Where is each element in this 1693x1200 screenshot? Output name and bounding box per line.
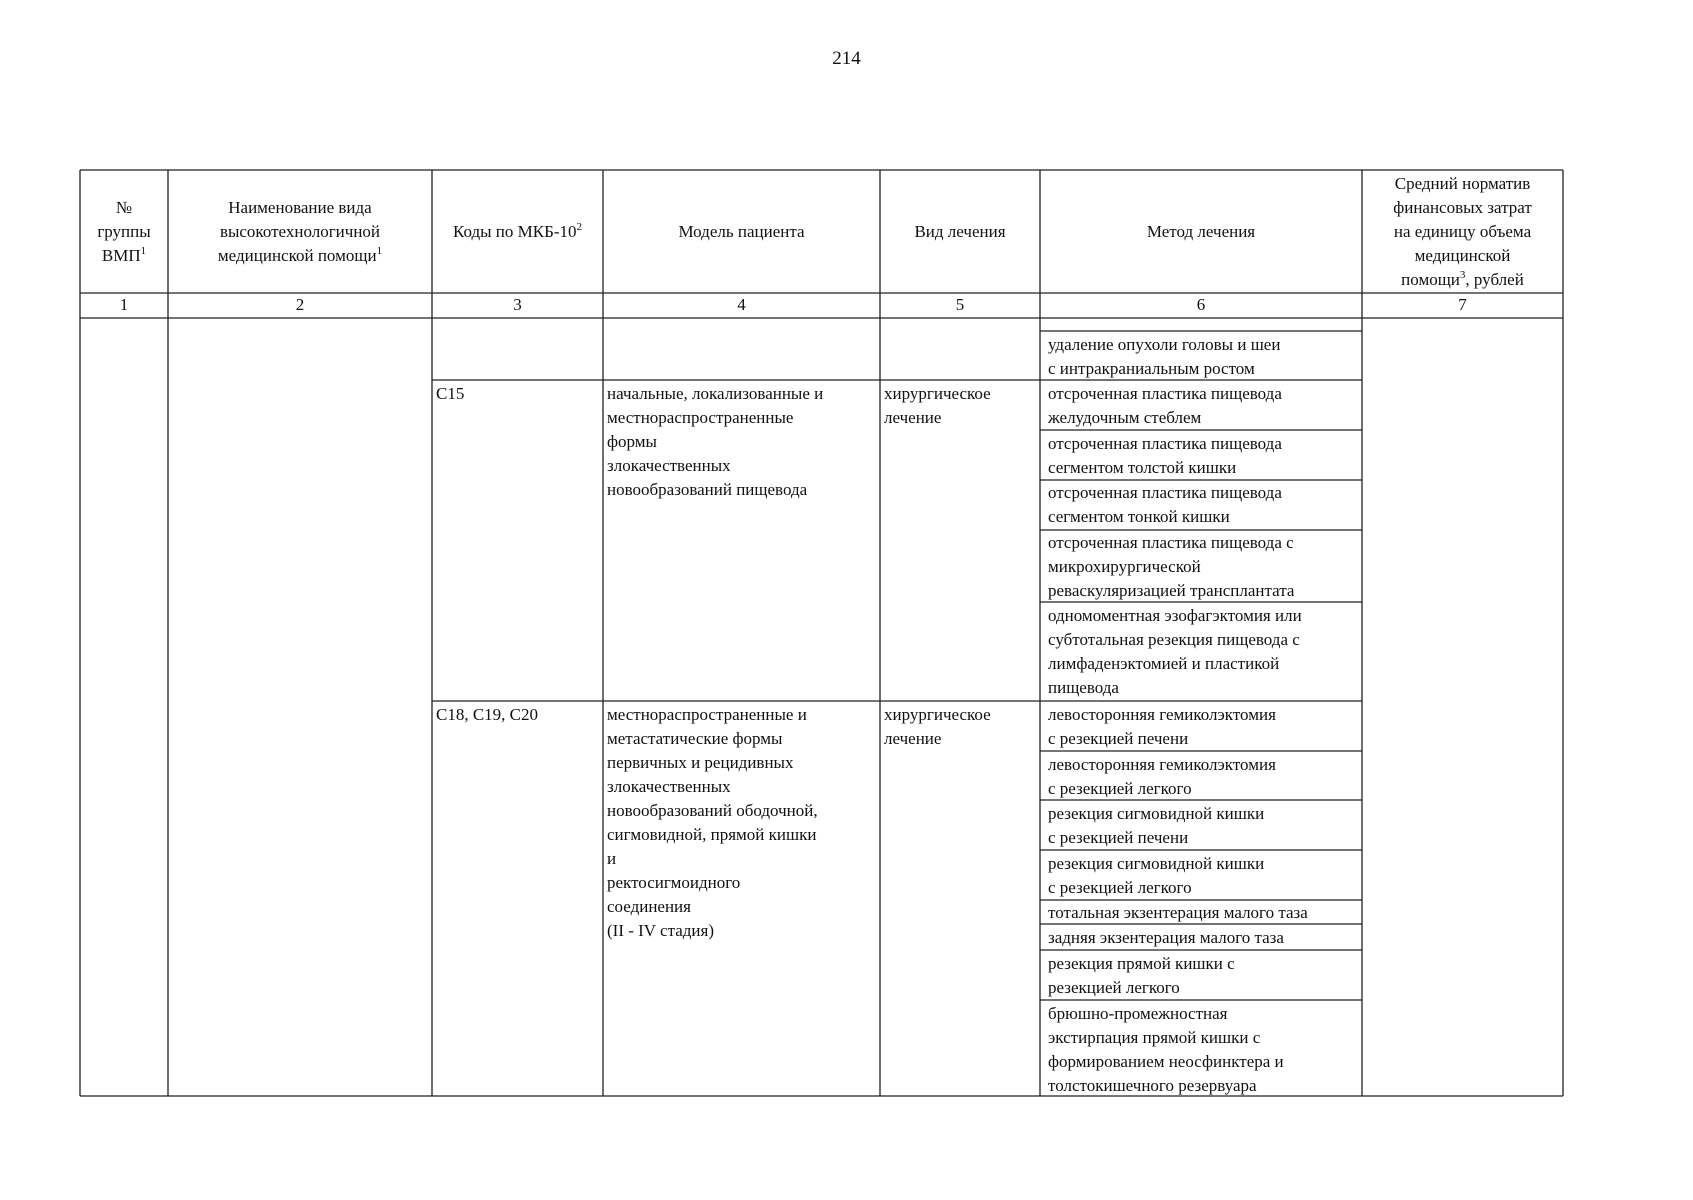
treatment-type-cell: хирургическое лечение [884, 705, 991, 748]
column-number-3: 3 [513, 295, 522, 314]
header-patient-model: Модель пациента [678, 221, 805, 241]
treatment-type-cell: хирургическое лечение [884, 384, 991, 427]
column-number-7: 7 [1458, 295, 1467, 314]
method-cell: отсроченная пластика пищевода сегментом тонкой кишки [1048, 483, 1282, 526]
patient-model-cell: местнораспространенные и метастатические формы первичных и рецидивных злокачественных новообразований ободочной, сигмовидной, прямой кишки и ректосигмоидного соединения (II - IV стадия) [607, 705, 818, 940]
header-cost-standard: Средний норматив финансовых затрат на единицу объема медицинской помощи$^3$, рублей [1393, 173, 1532, 289]
header-treatment-method: Метод лечения [1146, 221, 1256, 241]
page-number: 214 [832, 48, 861, 69]
header-group-number: № группы ВМП$^1$ [97, 197, 151, 265]
column-number-1: 1 [119, 295, 129, 314]
patient-model-cell: начальные, локализованные и местнораспространенные формы злокачественных новообразований пищевода [607, 384, 824, 499]
method-cell: резекция сигмовидной кишки с резекцией легкого [1048, 854, 1265, 897]
header-treatment-type: Вид лечения [914, 221, 1006, 241]
icd-code-cell: C15 [436, 384, 465, 403]
method-cell: отсроченная пластика пищевода сегментом толстой кишки [1048, 434, 1282, 477]
method-cell: левосторонняя гемиколэктомия с резекцией печени [1048, 705, 1276, 748]
method-cell: задняя экзентерация малого таза [1048, 928, 1284, 947]
method-cell: резекция прямой кишки с резекцией легкого [1048, 954, 1235, 997]
method-cell: брюшно-промежностная экстирпация прямой кишки с формированием неосфинктера и толстокишечного резервуара [1048, 1004, 1284, 1095]
method-cell: отсроченная пластика пищевода желудочным стеблем [1048, 384, 1282, 427]
column-number-6: 6 [1196, 295, 1206, 314]
column-number-4: 4 [737, 295, 746, 314]
header-icd-codes: Коды по МКБ-$10^2$ [452, 220, 583, 241]
icd-code-cell: C18, C19, C20 [436, 705, 539, 724]
method-cell: одномоментная эзофагэктомия или субтотальная резекция пищевода с лимфаденэктомией и пластикой пищевода [1048, 606, 1302, 697]
method-cell: тотальная экзентерация малого таза [1048, 903, 1308, 922]
method-cell: удаление опухоли головы и шеи с интракраниальным ростом [1048, 335, 1281, 378]
method-cell: резекция сигмовидной кишки с резекцией печени [1048, 804, 1265, 847]
method-cell: отсроченная пластика пищевода с микрохирургической реваскуляризацией трансплантата [1048, 533, 1295, 600]
column-number-5: 5 [955, 295, 965, 314]
column-number-2: 2 [295, 295, 305, 314]
method-cell: левосторонняя гемиколэктомия с резекцией легкого [1048, 755, 1276, 798]
header-care-type: Наименование вида высокотехнологичной медицинской помощи$^1$ [217, 197, 383, 265]
